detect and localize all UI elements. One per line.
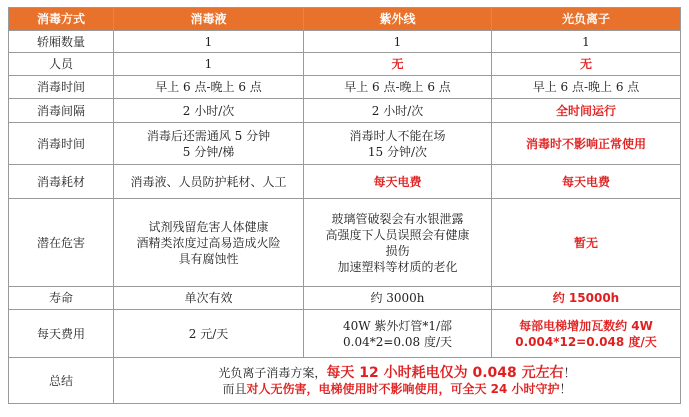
summary-cell	[114, 358, 681, 404]
row-duration	[9, 123, 681, 165]
cell-line: 试剂残留危害人体健康	[148, 219, 269, 234]
cell	[114, 123, 304, 165]
cell-line: 0.004*12=0.048 度/天	[515, 334, 657, 349]
cell: 2 小时/次	[114, 99, 304, 123]
row-label: 寿命	[9, 287, 114, 310]
comparison-table-wrapper	[8, 7, 681, 404]
cell: 1	[492, 31, 681, 53]
row-consumables	[9, 165, 681, 199]
cell: 早上 6 点-晚上 6 点	[114, 76, 304, 99]
row-label: 潜在危害	[9, 199, 114, 287]
row-label: 人员	[9, 53, 114, 76]
row-time	[9, 76, 681, 99]
cell-highlight: 无	[304, 53, 492, 76]
header-row	[9, 8, 681, 31]
row-daily-cost	[9, 310, 681, 358]
cell-line: 消毒后还需通风 5 分钟	[146, 128, 271, 143]
row-interval	[9, 99, 681, 123]
summary-line-2	[116, 381, 678, 397]
cell-line: 每部电梯增加瓦数约 4W	[519, 318, 653, 333]
cell-highlight: 暂无	[492, 199, 681, 287]
cell-line: 5 分钟/梯	[182, 144, 235, 159]
cell-highlight	[492, 310, 681, 358]
header-photo-ion: 光负离子	[492, 8, 681, 31]
cell-line: 酒精类浓度过高易造成火险	[136, 235, 281, 250]
summary-highlight: 对人无伤害，电梯使用时不影响使用，可全天 24 小时守护	[246, 381, 560, 396]
cell: 2 小时/次	[304, 99, 492, 123]
cell: 1	[114, 53, 304, 76]
cell-line: 高强度下人员误照会有健康	[325, 227, 470, 242]
summary-text: 而且	[222, 381, 247, 396]
row-label: 消毒间隔	[9, 99, 114, 123]
summary-text: ！	[559, 381, 572, 396]
cell: 1	[114, 31, 304, 53]
cell-line: 加速塑料等材质的老化	[337, 259, 458, 274]
row-summary	[9, 358, 681, 404]
summary-line-1	[116, 365, 678, 381]
row-lifespan	[9, 287, 681, 310]
row-label: 消毒时间	[9, 76, 114, 99]
cell	[304, 199, 492, 287]
cell-highlight: 约 15000h	[492, 287, 681, 310]
row-label: 消毒耗材	[9, 165, 114, 199]
row-hazards	[9, 199, 681, 287]
cell: 1	[304, 31, 492, 53]
row-label: 消毒时间	[9, 123, 114, 165]
cell-highlight: 消毒时不影响正常使用	[492, 123, 681, 165]
cell: 2 元/天	[114, 310, 304, 358]
cell-highlight: 无	[492, 53, 681, 76]
cell-line: 消毒时人不能在场	[349, 128, 446, 143]
cell-line: 15 分钟/次	[367, 144, 428, 159]
row-personnel	[9, 53, 681, 76]
row-cabin-count	[9, 31, 681, 53]
row-label: 每天费用	[9, 310, 114, 358]
cell	[304, 310, 492, 358]
cell-line: 损伤	[385, 243, 410, 258]
cell-highlight: 每天电费	[492, 165, 681, 199]
disinfection-comparison-table	[8, 7, 681, 404]
cell-highlight: 全时间运行	[492, 99, 681, 123]
summary-text: ！	[563, 365, 576, 380]
summary-highlight: 每天 12 小时耗电仅为 0.048 元左右	[326, 364, 564, 381]
cell-line: 具有腐蚀性	[178, 251, 239, 266]
cell: 早上 6 点-晚上 6 点	[304, 76, 492, 99]
cell: 约 3000h	[304, 287, 492, 310]
cell	[114, 199, 304, 287]
cell: 单次有效	[114, 287, 304, 310]
cell-line: 玻璃管破裂会有水银泄露	[331, 211, 464, 226]
row-label: 总结	[9, 358, 114, 404]
cell-highlight: 每天电费	[304, 165, 492, 199]
cell	[304, 123, 492, 165]
summary-text: 光负离子消毒方案，	[218, 365, 327, 380]
cell: 早上 6 点-晚上 6 点	[492, 76, 681, 99]
cell: 消毒液、人员防护耗材、人工	[114, 165, 304, 199]
cell-line: 40W 紫外灯管*1/部	[342, 318, 453, 333]
header-method: 消毒方式	[9, 8, 114, 31]
cell-line: 0.04*2=0.08 度/天	[343, 334, 452, 349]
header-disinfectant: 消毒液	[114, 8, 304, 31]
row-label: 轿厢数量	[9, 31, 114, 53]
header-uv: 紫外线	[304, 8, 492, 31]
